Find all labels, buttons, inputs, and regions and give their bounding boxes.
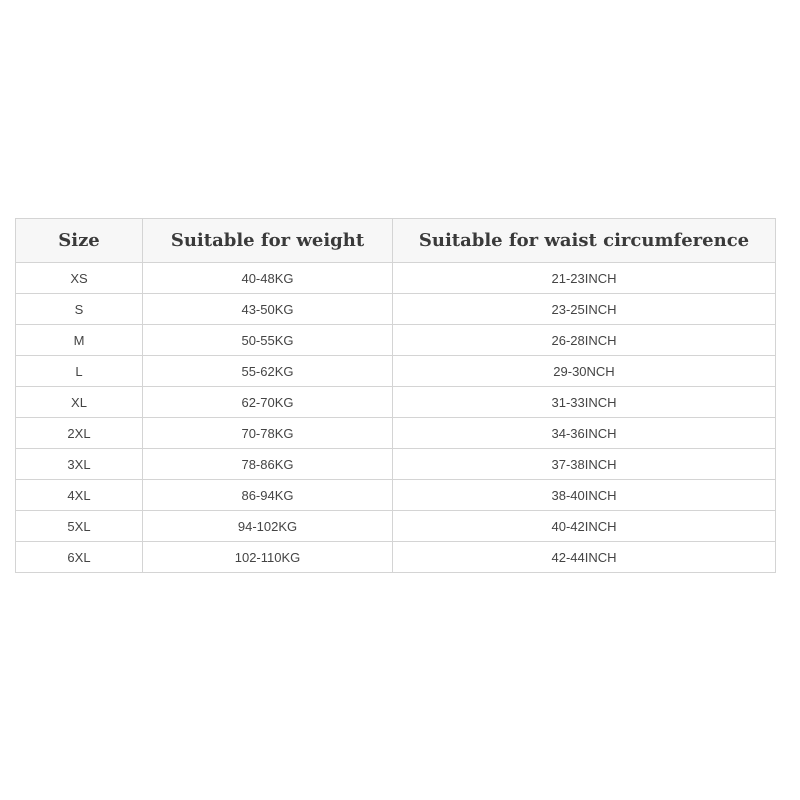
table-header-row [16, 219, 776, 263]
cell-weight: 40-48KG [143, 263, 393, 294]
cell-waist: 29-30NCH [393, 356, 776, 387]
cell-size: 6XL [16, 542, 143, 573]
cell-size: XS [16, 263, 143, 294]
cell-size: S [16, 294, 143, 325]
cell-weight: 50-55KG [143, 325, 393, 356]
cell-waist: 26-28INCH [393, 325, 776, 356]
cell-weight: 94-102KG [143, 511, 393, 542]
cell-weight: 62-70KG [143, 387, 393, 418]
cell-size: 3XL [16, 449, 143, 480]
cell-size: 2XL [16, 418, 143, 449]
header-waist: Suitable for waist circumference [393, 219, 776, 263]
table-row [16, 418, 776, 449]
table-row [16, 294, 776, 325]
cell-weight: 70-78KG [143, 418, 393, 449]
cell-size: 5XL [16, 511, 143, 542]
cell-waist: 38-40INCH [393, 480, 776, 511]
table-row [16, 356, 776, 387]
cell-waist: 31-33INCH [393, 387, 776, 418]
cell-size: M [16, 325, 143, 356]
table-row [16, 263, 776, 294]
cell-waist: 37-38INCH [393, 449, 776, 480]
cell-waist: 23-25INCH [393, 294, 776, 325]
cell-size: XL [16, 387, 143, 418]
cell-weight: 55-62KG [143, 356, 393, 387]
cell-waist: 42-44INCH [393, 542, 776, 573]
header-size: Size [16, 219, 143, 263]
cell-size: L [16, 356, 143, 387]
cell-size: 4XL [16, 480, 143, 511]
cell-weight: 43-50KG [143, 294, 393, 325]
cell-weight: 86-94KG [143, 480, 393, 511]
cell-waist: 34-36INCH [393, 418, 776, 449]
cell-waist: 40-42INCH [393, 511, 776, 542]
header-weight: Suitable for weight [143, 219, 393, 263]
table-row [16, 387, 776, 418]
table-row [16, 511, 776, 542]
table-row [16, 542, 776, 573]
table-row [16, 325, 776, 356]
cell-weight: 78-86KG [143, 449, 393, 480]
table-row [16, 480, 776, 511]
cell-waist: 21-23INCH [393, 263, 776, 294]
cell-weight: 102-110KG [143, 542, 393, 573]
size-chart-table [15, 218, 776, 573]
table-row [16, 449, 776, 480]
